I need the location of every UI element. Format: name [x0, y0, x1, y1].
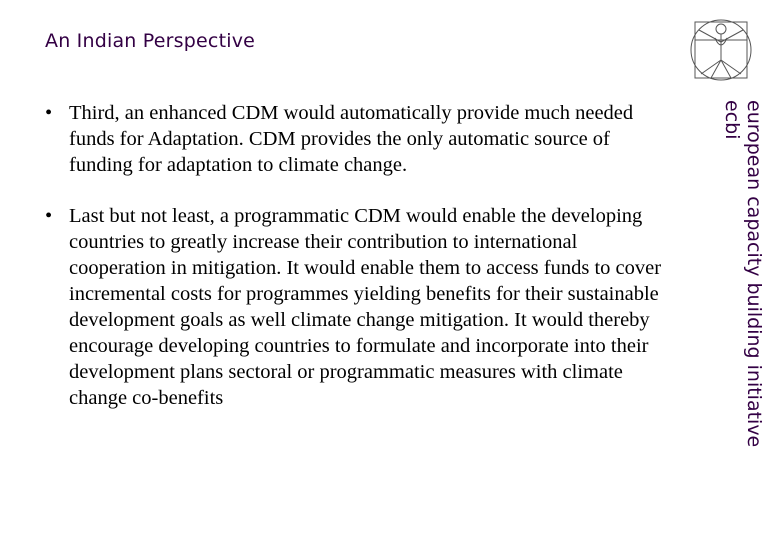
side-branding-name: european capacity building initiative — [743, 100, 765, 448]
vitruvian-man-icon — [687, 12, 755, 92]
bullet-text: Last but not least, a programmatic CDM would enable the developing countries to greatly increase their contribution to international cooperation in mitigation. It would enable them to access funds to cover incremental costs for programmes yielding benefits for their sustainable development goals as well climate change mitigation. It would thereby encourage developing countries to formulate and incorporate into their development plans sectoral or programmatic measures with climate change co-benefits — [69, 205, 662, 409]
side-branding — [721, 100, 765, 520]
bullet-marker: • — [45, 205, 53, 227]
bullet-text: Third, an enhanced CDM would automatically provide much needed funds for Adaptation. CDM provides the only automatic source of funding for adaptation to climate change. — [69, 102, 634, 176]
side-branding-acronym: ecbi — [721, 100, 743, 140]
slide-title: An Indian Perspective — [45, 30, 256, 52]
bullet-marker: • — [45, 102, 53, 124]
bullet-item-programmatic-cdm — [45, 203, 675, 411]
bullet-list — [45, 100, 675, 411]
bullet-item-adaptation — [45, 100, 675, 178]
